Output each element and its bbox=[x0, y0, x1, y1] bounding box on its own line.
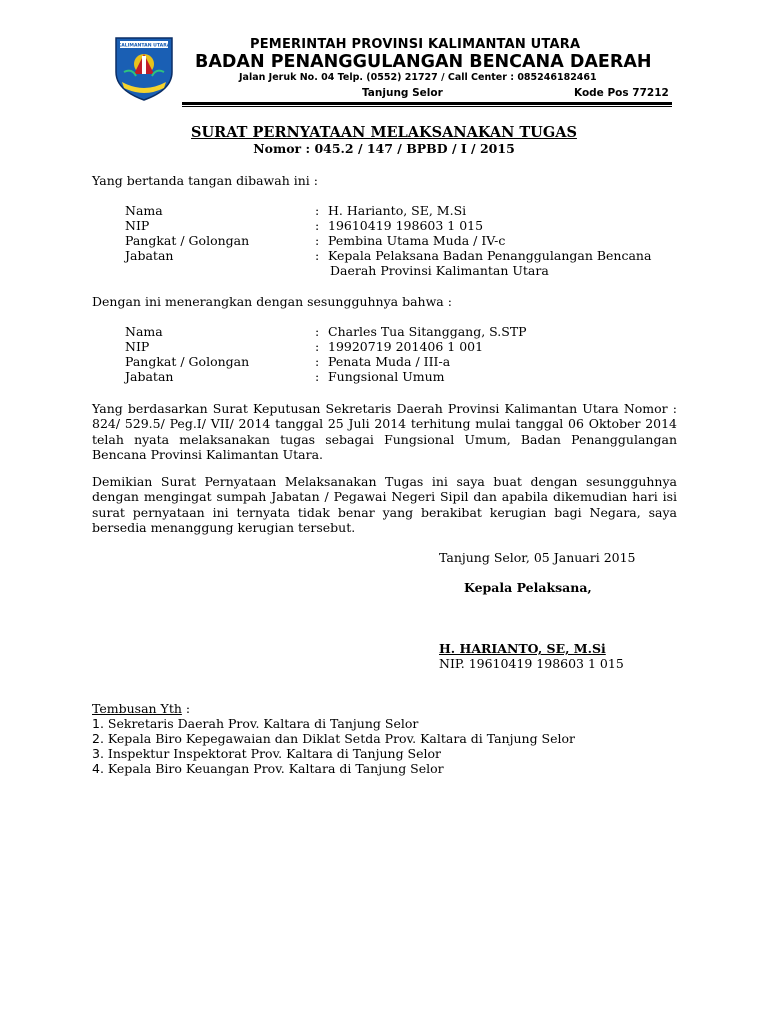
field-value: 19920719 201406 1 001 bbox=[328, 339, 484, 354]
subject-field-position bbox=[125, 369, 685, 384]
field-label: Jabatan bbox=[125, 369, 174, 384]
letterhead-rule-thin bbox=[182, 106, 672, 107]
letterhead-postal: Kode Pos 77212 bbox=[574, 87, 669, 99]
cc-list-item bbox=[92, 746, 441, 761]
cc-list-item bbox=[92, 731, 575, 746]
field-label: NIP bbox=[125, 218, 150, 233]
field-value: 19610419 198603 1 015 bbox=[328, 218, 484, 233]
signer-field-position bbox=[125, 248, 685, 278]
field-separator: : bbox=[315, 233, 320, 248]
cc-item-text: Inspektur Inspektorat Prov. Kaltara di Tanjung Selor bbox=[103, 746, 442, 761]
field-separator: : bbox=[315, 369, 320, 384]
body-paragraph-statement: Demikian Surat Pernyataan Melaksanakan Tugas ini saya buat dengan sesungguhnya dengan mengingat sumpah Jabatan / Pegawai Negeri Sipil dan apabila dikemudian hari isi surat pernyataan ini ternyata tidak benar yang berakibat kerugian bagi Negara, saya bersedia menanggung kerugian tersebut. bbox=[92, 474, 677, 535]
cc-item-text: Sekretaris Daerah Prov. Kaltara di Tanjung Selor bbox=[103, 716, 419, 731]
subject-field-nip bbox=[125, 339, 685, 354]
document-title: SURAT PERNYATAAN MELAKSANAKAN TUGAS bbox=[191, 124, 577, 141]
cc-item-number: 1. bbox=[92, 716, 104, 731]
cc-item-number: 2. bbox=[92, 731, 104, 746]
field-separator: : bbox=[315, 203, 320, 218]
letterhead-government: PEMERINTAH PROVINSI KALIMANTAN UTARA bbox=[250, 37, 581, 52]
letterhead-agency: BADAN PENANGGULANGAN BENCANA DAERAH bbox=[195, 52, 652, 72]
field-label: Jabatan bbox=[125, 248, 174, 263]
letterhead bbox=[112, 28, 672, 108]
cc-list-item bbox=[92, 761, 444, 776]
field-separator: : bbox=[315, 218, 320, 233]
document-number: Nomor : 045.2 / 147 / BPBD / I / 2015 bbox=[253, 141, 515, 156]
field-value-continued: Daerah Provinsi Kalimantan Utara bbox=[330, 263, 549, 278]
field-separator: : bbox=[315, 354, 320, 369]
field-separator: : bbox=[315, 248, 320, 263]
field-value: Penata Muda / III-a bbox=[328, 354, 451, 369]
field-value: Kepala Pelaksana Badan Penanggulangan Bencana bbox=[328, 248, 652, 263]
field-label: Nama bbox=[125, 203, 163, 218]
provincial-emblem-icon bbox=[112, 32, 176, 102]
letterhead-address: Jalan Jeruk No. 04 Telp. (0552) 21727 / Call Center : 085246182461 bbox=[239, 72, 597, 83]
field-separator: : bbox=[315, 324, 320, 339]
body-paragraph-decree: Yang berdasarkan Surat Keputusan Sekretaris Daerah Provinsi Kalimantan Utara Nomor : 824/ 529.5/ Peg.I/ VII/ 2014 tanggal 25 Juli 2014 terhitung mulai tanggal 06 Oktober 2014 telah nyata melaksanakan tugas sebagai Fungsional Umum, Badan Penanggulangan Bencana Provinsi Kalimantan Utara. bbox=[92, 401, 677, 462]
field-label: Pangkat / Golongan bbox=[125, 354, 250, 369]
cc-heading bbox=[92, 701, 190, 716]
signer-field-nip bbox=[125, 218, 685, 233]
cc-item-number: 4. bbox=[92, 761, 104, 776]
field-value: Pembina Utama Muda / IV-c bbox=[328, 233, 506, 248]
logo-text: KALIMANTAN UTARA bbox=[117, 43, 171, 49]
cc-heading-colon: : bbox=[181, 701, 191, 716]
cc-item-number: 3. bbox=[92, 746, 104, 761]
signature-position: Kepala Pelaksana, bbox=[464, 580, 592, 595]
field-value: H. Harianto, SE, M.Si bbox=[328, 203, 467, 218]
letterhead-rule-thick bbox=[182, 102, 672, 105]
signature-name: H. HARIANTO, SE, M.Si bbox=[439, 641, 606, 656]
field-separator: : bbox=[315, 339, 320, 354]
cc-list-item bbox=[92, 716, 418, 731]
subject-field-rank bbox=[125, 354, 685, 369]
letterhead-city: Tanjung Selor bbox=[362, 87, 443, 99]
signature-nip: NIP. 19610419 198603 1 015 bbox=[439, 656, 624, 671]
field-value: Charles Tua Sitanggang, S.STP bbox=[328, 324, 527, 339]
signer-field-name bbox=[125, 203, 685, 218]
cc-heading-label: Tembusan Yth bbox=[92, 701, 182, 716]
cc-item-text: Kepala Biro Keuangan Prov. Kaltara di Tanjung Selor bbox=[103, 761, 444, 776]
signature-place-date: Tanjung Selor, 05 Januari 2015 bbox=[439, 550, 636, 565]
subject-field-name bbox=[125, 324, 685, 339]
declare-intro-text: Dengan ini menerangkan dengan sesungguhnya bahwa : bbox=[92, 294, 452, 309]
field-label: Nama bbox=[125, 324, 163, 339]
field-label: Pangkat / Golongan bbox=[125, 233, 250, 248]
intro-text: Yang bertanda tangan dibawah ini : bbox=[92, 173, 318, 188]
field-label: NIP bbox=[125, 339, 150, 354]
field-value: Fungsional Umum bbox=[328, 369, 445, 384]
cc-item-text: Kepala Biro Kepegawaian dan Diklat Setda Prov. Kaltara di Tanjung Selor bbox=[103, 731, 576, 746]
signer-field-rank bbox=[125, 233, 685, 248]
